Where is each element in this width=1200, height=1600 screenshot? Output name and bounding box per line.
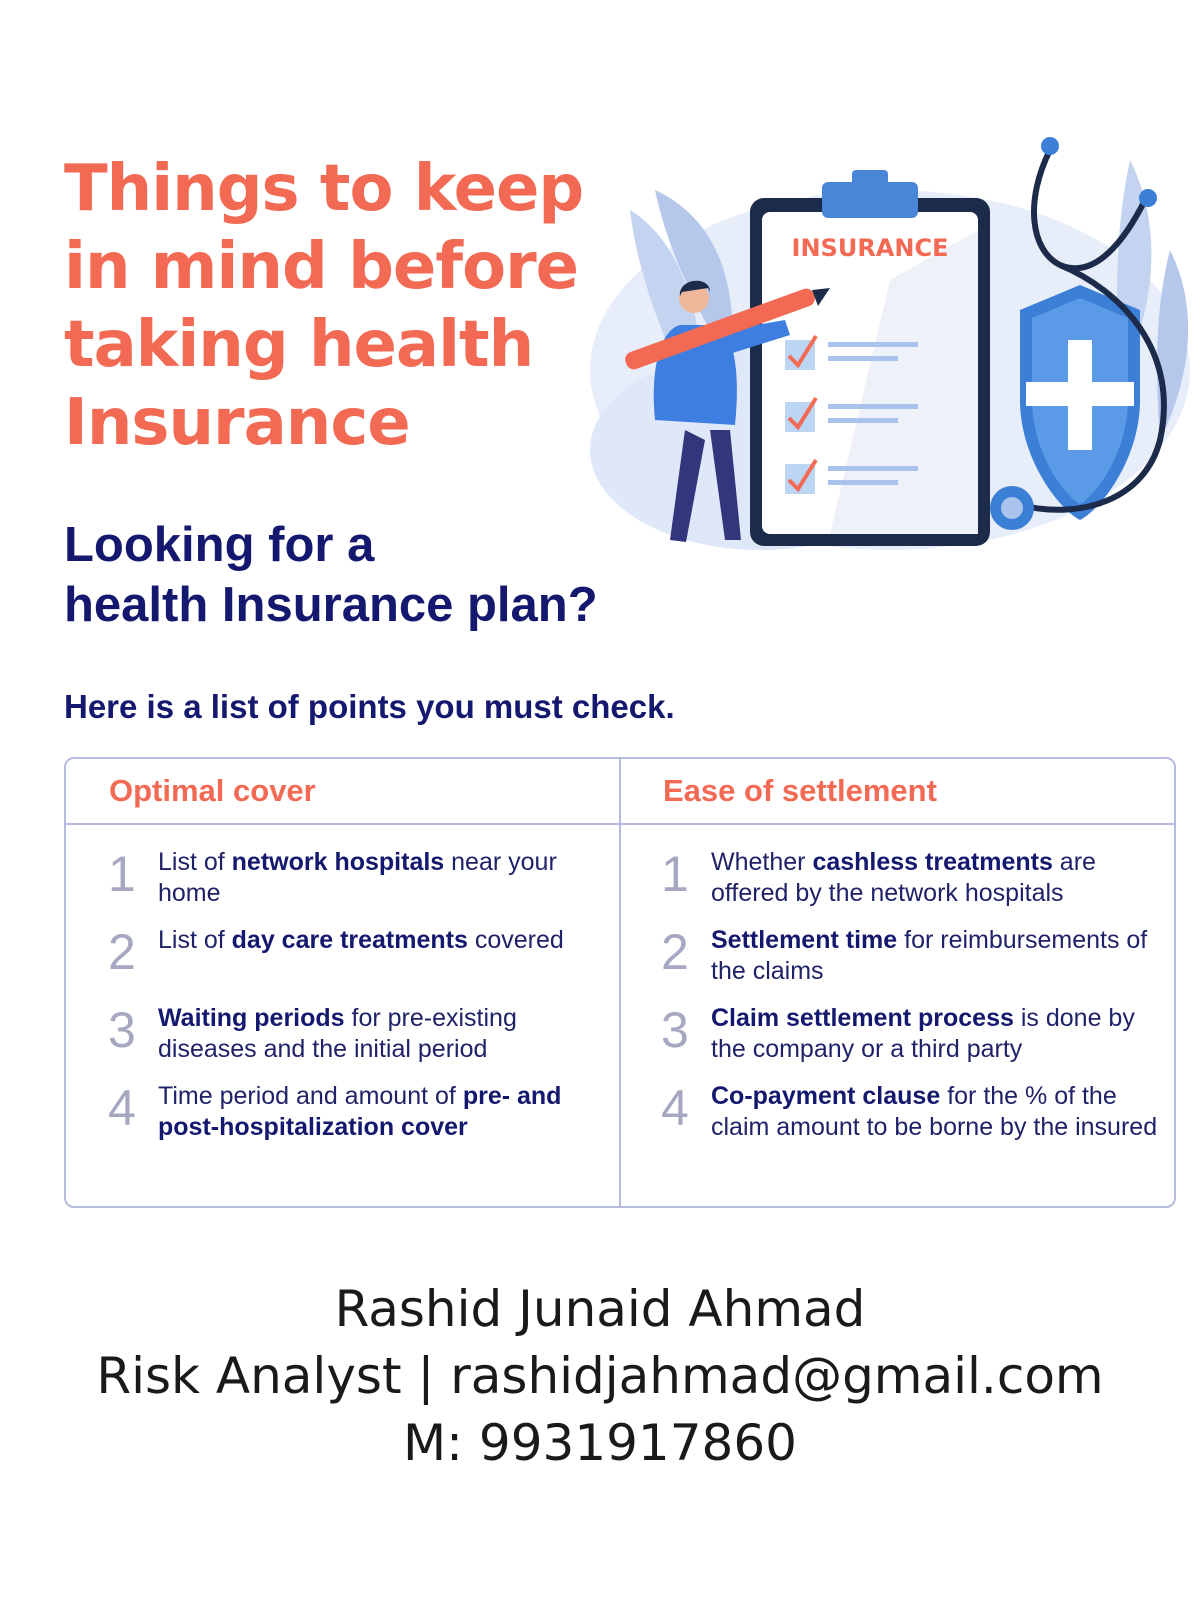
item-number: 4 xyxy=(108,1080,136,1136)
title-line: in mind before xyxy=(64,230,579,304)
item-text-part: covered xyxy=(467,926,564,954)
list-item xyxy=(619,1079,1174,1143)
item-text xyxy=(711,923,1174,987)
insurance-illustration xyxy=(560,120,1200,560)
item-text-emphasis: Waiting periods xyxy=(158,1004,345,1032)
item-text xyxy=(158,845,619,909)
item-text-part: near your home xyxy=(158,848,557,907)
item-text xyxy=(711,1001,1174,1065)
item-text-part: Time period and amount of xyxy=(158,1082,463,1110)
list-item xyxy=(66,923,619,987)
item-text xyxy=(158,1079,619,1143)
intro-text: Here is a list of points you must check. xyxy=(64,688,675,725)
title-line: taking health xyxy=(64,308,534,382)
title-line: Insurance xyxy=(64,386,410,460)
column-ease-of-settlement xyxy=(619,759,1174,1206)
item-text-emphasis: network hospitals xyxy=(231,848,445,876)
author-name: Rashid Junaid Ahmad xyxy=(334,1280,866,1338)
clipboard-label: INSURANCE xyxy=(791,234,949,262)
item-text-part: List of xyxy=(158,848,232,876)
column-heading: Ease of settlement xyxy=(619,759,1174,825)
item-text-part: List of xyxy=(158,926,232,954)
list-item xyxy=(66,845,619,909)
list-item xyxy=(66,1079,619,1143)
item-number: 2 xyxy=(108,924,136,980)
title-line: Things to keep xyxy=(64,152,584,226)
points-list xyxy=(66,825,619,1143)
item-text-part: for reimbursements of the claims xyxy=(711,926,1148,985)
subtitle-line: health Insurance plan? xyxy=(64,578,598,632)
clipboard-icon xyxy=(750,170,990,546)
points-list xyxy=(619,825,1174,1143)
item-text-emphasis: pre- and post-hospitalization cover xyxy=(158,1082,562,1141)
item-text-part: is done by the company or a third party xyxy=(711,1004,1135,1063)
column-optimal-cover xyxy=(66,759,621,1206)
item-text-emphasis: Settlement time xyxy=(711,926,898,954)
author-role-email: Risk Analyst | rashidjahmad@gmail.com xyxy=(96,1347,1104,1405)
item-number: 1 xyxy=(661,846,689,902)
item-number: 1 xyxy=(108,846,136,902)
checklist-table xyxy=(64,757,1176,1208)
author-phone: M: 9931917860 xyxy=(403,1414,797,1472)
column-heading: Optimal cover xyxy=(66,759,619,825)
item-text-part: Whether xyxy=(711,848,813,876)
item-text-emphasis: Co-payment clause xyxy=(711,1082,941,1110)
page-title xyxy=(64,150,624,462)
list-item xyxy=(619,1001,1174,1065)
item-text-emphasis: Claim settlement process xyxy=(711,1004,1014,1032)
list-item xyxy=(66,1001,619,1065)
list-item xyxy=(619,923,1174,987)
item-text-emphasis: cashless treatments xyxy=(812,848,1053,876)
item-number: 4 xyxy=(661,1080,689,1136)
subtitle xyxy=(64,515,684,635)
item-text-part: for pre-existing diseases and the initial period xyxy=(158,1004,517,1063)
item-text-emphasis: day care treatments xyxy=(231,926,468,954)
subtitle-line: Looking for a xyxy=(64,518,375,572)
item-text-part: are offered by the network hospitals xyxy=(711,848,1096,907)
item-number: 3 xyxy=(108,1002,136,1058)
item-text xyxy=(711,845,1174,909)
item-number: 3 xyxy=(661,1002,689,1058)
item-text-part: for the % of the claim amount to be borne by the insured xyxy=(711,1082,1158,1141)
item-text xyxy=(158,923,619,956)
item-number: 2 xyxy=(661,924,689,980)
item-text xyxy=(158,1001,619,1065)
item-text xyxy=(711,1079,1174,1143)
list-item xyxy=(619,845,1174,909)
